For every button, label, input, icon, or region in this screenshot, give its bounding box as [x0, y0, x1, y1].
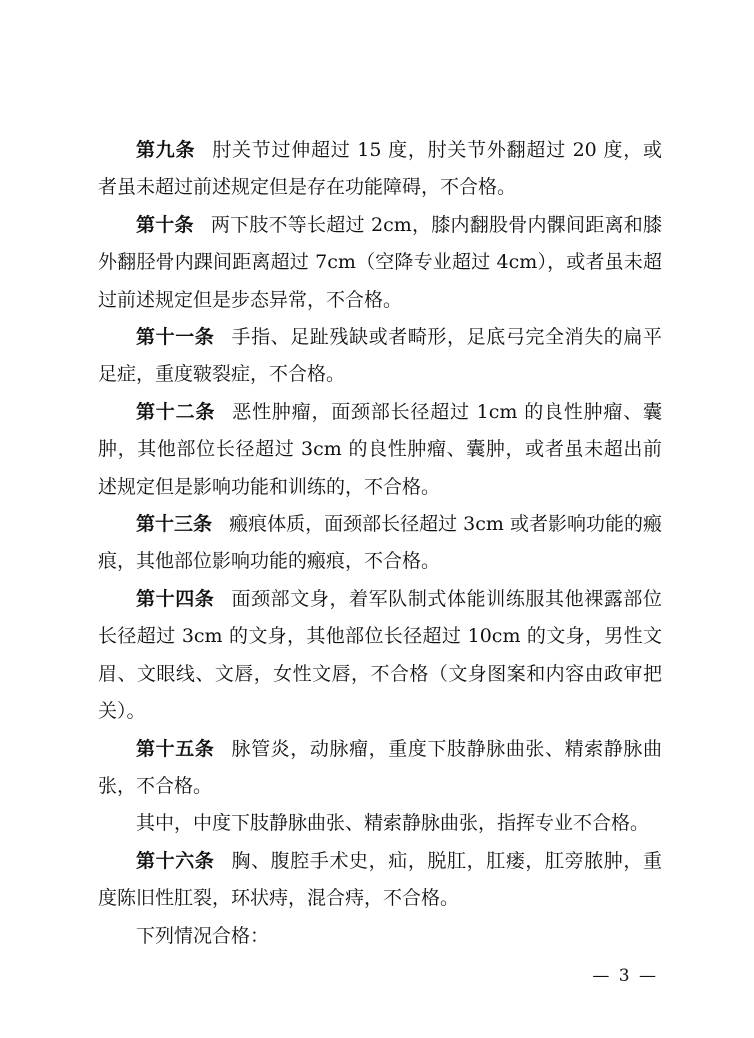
article-body: 面颈部文身，着军队制式体能训练服其他裸露部位长径超过 3cm 的文身，其他部位长径超过 10cm 的文身，男性文眉、文眼线、文唇，女性文唇，不合格（文身图案和内容由政审把关）。: [98, 587, 662, 723]
article-heading: 第十五条: [136, 737, 215, 760]
article-body: 胸、腹腔手术史，疝，脱肛，肛瘘，肛旁脓肿，重度陈旧性肛裂，环状痔，混合痔，不合格。: [98, 849, 662, 910]
article-heading: 第十一条: [136, 326, 215, 349]
article-body: 手指、足趾残缺或者畸形，足底弓完全消失的扁平足症，重度皲裂症，不合格。: [98, 326, 662, 386]
article-body: 瘢痕体质，面颈部长径超过 3cm 或者影响功能的瘢痕，其他部位影响功能的瘢痕，不合格。: [98, 513, 662, 573]
article-15-note: [98, 805, 662, 842]
article-body: 两下肢不等长超过 2cm，膝内翻股骨内髁间距离和膝外翻胫骨内踝间距离超过 7cm（空降专业超过 4cm），或者虽未超过前述规定但是步态异常，不合格。: [98, 213, 662, 311]
article-heading: 第十条: [136, 213, 194, 236]
article-12: [98, 394, 662, 506]
article-body: 恶性肿瘤，面颈部长径超过 1cm 的良性肿瘤、囊肿，其他部位长径超过 3cm 的良性肿瘤、囊肿，或者虽未超出前述规定但是影响功能和训练的，不合格。: [98, 400, 662, 498]
article-10: [98, 207, 662, 319]
article-body: 脉管炎，动脉瘤，重度下肢静脉曲张、精索静脉曲张，不合格。: [98, 737, 662, 797]
closing-line: [98, 918, 662, 955]
article-11: [98, 319, 662, 394]
article-9: [98, 132, 662, 207]
article-heading: 第十三条: [136, 513, 213, 536]
article-heading: 第十二条: [136, 400, 216, 423]
article-13: [98, 506, 662, 581]
article-body: 其中，中度下肢静脉曲张、精索静脉曲张，指挥专业不合格。: [136, 812, 650, 835]
article-16: [98, 843, 662, 918]
article-body: 下列情况合格：: [136, 924, 270, 947]
article-heading: 第九条: [136, 139, 196, 161]
page-number: — 3 —: [592, 966, 658, 986]
article-heading: 第十四条: [136, 587, 215, 610]
article-body: 肘关节过伸超过 15 度，肘关节外翻超过 20 度，或者虽未超过前述规定但是存在功能障碍，不合格。: [98, 139, 662, 199]
article-14: [98, 581, 662, 731]
article-15: [98, 731, 662, 806]
body-text: [98, 132, 662, 955]
article-heading: 第十六条: [136, 849, 215, 872]
